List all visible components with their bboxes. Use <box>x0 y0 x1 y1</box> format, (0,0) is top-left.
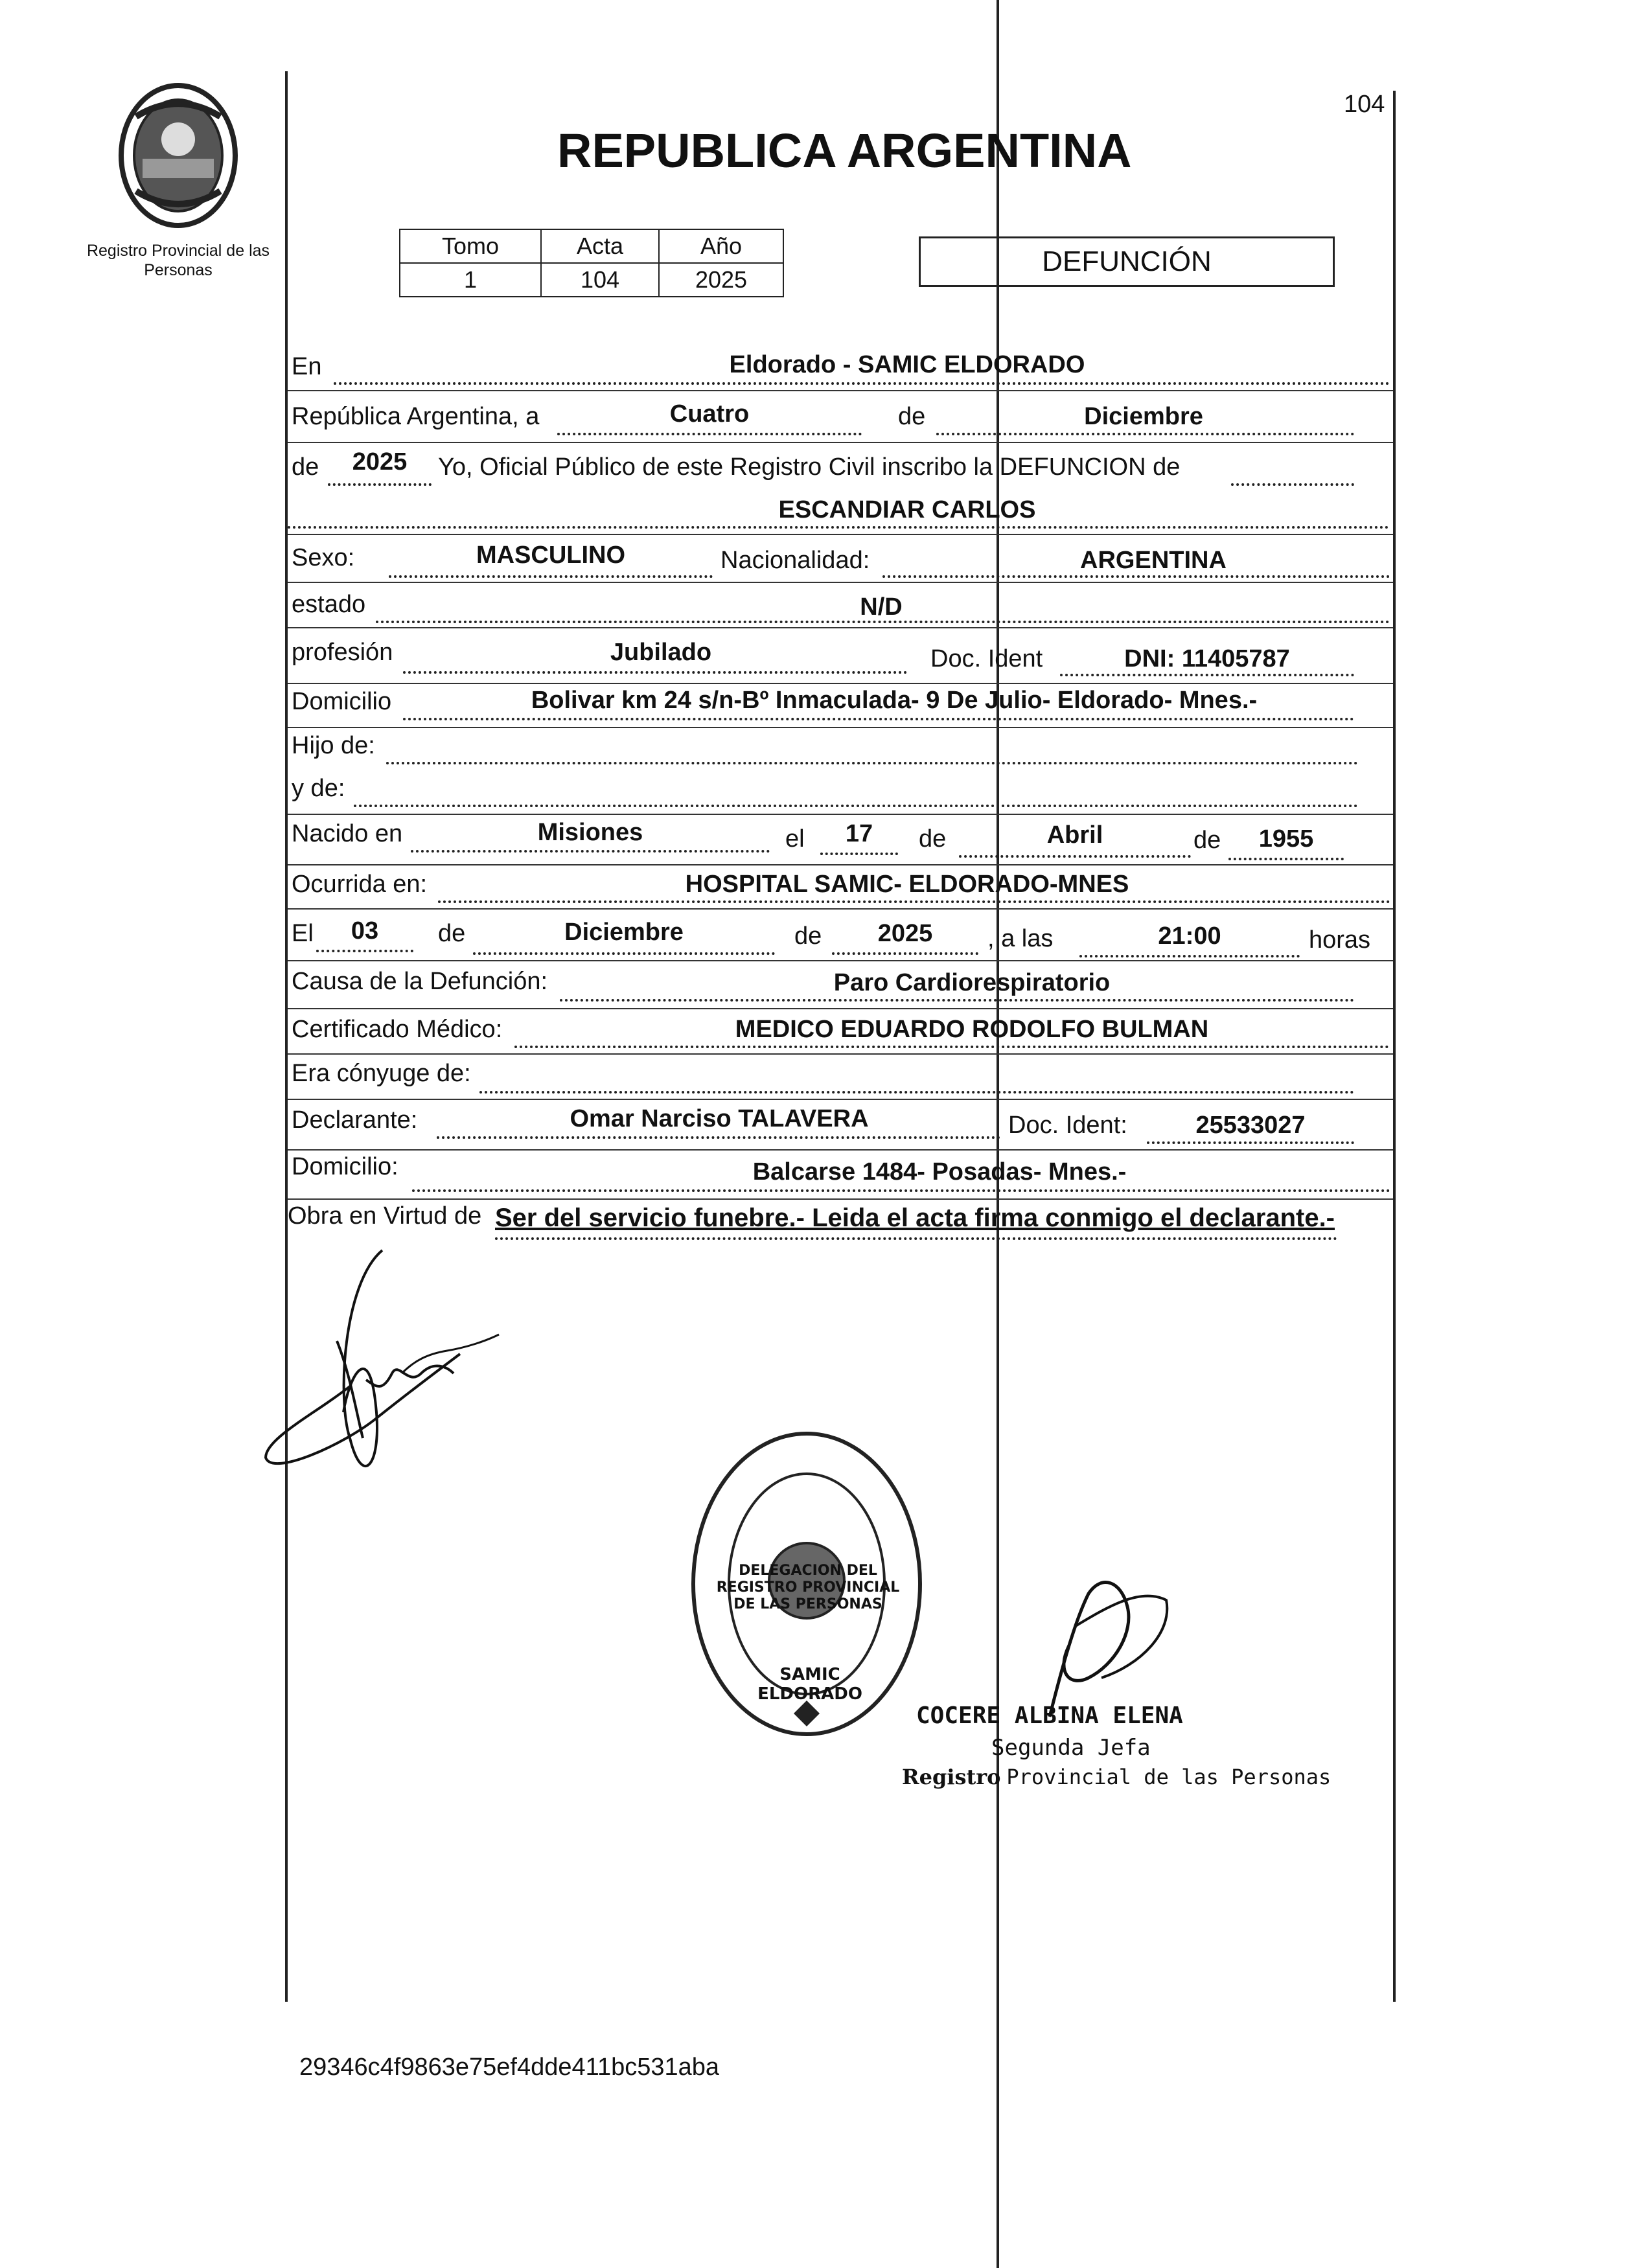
month-dots <box>936 433 1354 435</box>
row-divider <box>288 442 1393 443</box>
registry-name: Registro Provincial de las Personas <box>86 242 270 279</box>
row-divider <box>288 960 1393 961</box>
sexo-value: MASCULINO <box>476 542 626 569</box>
declarante-dots <box>437 1136 1000 1139</box>
estado-value: N/D <box>860 593 903 621</box>
profesion-value: Jubilado <box>610 639 712 666</box>
en-dots <box>334 382 1390 385</box>
republica-label: República Argentina, a <box>292 403 540 430</box>
nacido-value: Misiones <box>537 819 643 846</box>
nacionalidad-dots <box>882 575 1390 578</box>
declarant-signature <box>253 1244 525 1516</box>
year-value: 2025 <box>352 448 408 475</box>
official-title: Segunda Jefa <box>991 1735 1151 1761</box>
domicilio-value: Bolivar km 24 s/n-Bº Inmaculada- 9 De Julio- Eldorado- Mnes.- <box>531 687 1258 714</box>
stamp-text: DELEGACION DEL REGISTRO PROVINCIAL DE LAS PERSONAS <box>716 1563 900 1612</box>
sexo-dots <box>389 575 713 578</box>
death-year: 2025 <box>877 920 933 947</box>
official-office-rest: Provincial de las Personas <box>1006 1765 1331 1789</box>
row-divider <box>288 1198 1393 1200</box>
document-type-box <box>919 236 1335 287</box>
certificado-label: Certificado Médico: <box>292 1016 503 1043</box>
certificado-dots <box>514 1046 1389 1048</box>
el-label: el <box>785 825 805 853</box>
obra-value: Ser del servicio funebre.- Leida el acta firma conmigo el declarante.- <box>495 1204 1335 1232</box>
ocurrida-dots <box>438 900 1390 903</box>
province-logo <box>110 78 246 233</box>
row-divider <box>288 683 1393 684</box>
fold-line <box>997 0 999 2268</box>
conyuge-dots <box>479 1091 1354 1094</box>
decl-doc-dots <box>1147 1141 1354 1144</box>
row-divider <box>288 864 1393 865</box>
official-office <box>902 1765 1331 1789</box>
causa-label: Causa de la Defunción: <box>292 968 548 995</box>
death-month-dots <box>473 952 775 955</box>
row-divider <box>288 627 1393 628</box>
official-office-bold: Registro <box>902 1765 1001 1789</box>
day-dots <box>557 433 862 435</box>
birth-year: 1955 <box>1258 825 1314 853</box>
document-hash: 29346c4f9863e75ef4dde411bc531aba <box>299 2054 720 2081</box>
causa-dots <box>560 999 1354 1002</box>
inscribo-dots <box>1231 483 1354 486</box>
page-number: 104 <box>1344 91 1385 118</box>
decl-doc-value: 25533027 <box>1195 1112 1306 1139</box>
acta-value: 104 <box>541 263 659 297</box>
hijo-dots <box>386 762 1358 764</box>
nacionalidad-label: Nacionalidad: <box>720 547 870 574</box>
decl-domicilio-dots <box>412 1189 1390 1192</box>
y-de-dots <box>354 805 1358 807</box>
row-divider <box>288 1149 1393 1151</box>
name-dots <box>288 526 1389 529</box>
acta-header: Acta <box>541 229 659 263</box>
reference-table <box>399 229 784 297</box>
birth-month-dots <box>959 855 1191 858</box>
row-divider <box>288 390 1393 391</box>
birth-month: Abril <box>1046 821 1103 849</box>
official-name: COCERE ALBINA ELENA <box>916 1702 1183 1729</box>
sexo-label: Sexo: <box>292 544 355 571</box>
decl-doc-label: Doc. Ident: <box>1008 1112 1127 1139</box>
de-label-4: de <box>1193 827 1221 854</box>
year-dots <box>328 483 432 486</box>
nacido-dots <box>411 850 770 853</box>
death-day-dots <box>316 950 413 952</box>
obra-label: Obra en Virtud de <box>288 1202 482 1230</box>
ano-header: Año <box>659 229 783 263</box>
de-label-3: de <box>919 825 947 853</box>
domicilio-dots <box>403 718 1354 720</box>
profesion-dots <box>403 671 907 674</box>
nacido-label: Nacido en <box>292 820 403 847</box>
official-signature <box>1011 1568 1179 1723</box>
inscribo-text: Yo, Oficial Público de este Registro Civil inscribo la DEFUNCION de <box>438 453 1181 481</box>
horas-label: horas <box>1309 926 1371 954</box>
death-month: Diciembre <box>564 919 684 946</box>
death-month-written: Diciembre <box>1084 403 1203 430</box>
row-divider <box>288 1099 1393 1100</box>
deceased-name: ESCANDIAR CARLOS <box>778 496 1036 523</box>
birth-day: 17 <box>845 820 873 847</box>
doc-ident-label: Doc. Ident <box>930 645 1043 672</box>
right-margin-line <box>1393 91 1396 2002</box>
hijo-label: Hijo de: <box>292 732 375 759</box>
tomo-value: 1 <box>400 263 541 297</box>
row-divider <box>288 814 1393 815</box>
profesion-label: profesión <box>292 639 393 666</box>
domicilio-label: Domicilio <box>292 688 392 715</box>
birth-year-dots <box>1228 858 1344 860</box>
decl-domicilio-value: Balcarse 1484- Posadas- Mnes.- <box>752 1158 1127 1186</box>
declarante-value: Omar Narciso TALAVERA <box>570 1105 869 1132</box>
doc-ident-value: DNI: 11405787 <box>1124 645 1290 672</box>
time-dots <box>1079 955 1300 957</box>
de-label-6: de <box>794 922 822 950</box>
row-divider <box>288 582 1393 583</box>
y-de-label: y de: <box>292 775 345 802</box>
death-year-dots <box>832 952 978 955</box>
a-las-label: , a las <box>987 925 1054 952</box>
left-margin-line <box>285 71 288 2002</box>
row-divider <box>288 1053 1393 1055</box>
causa-value: Paro Cardiorespiratorio <box>833 969 1111 996</box>
row-divider <box>288 908 1393 910</box>
estado-label: estado <box>292 591 366 618</box>
birth-day-dots <box>820 853 898 855</box>
en-value: Eldorado - SAMIC ELDORADO <box>729 351 1085 378</box>
row-divider <box>288 727 1393 728</box>
declarante-label: Declarante: <box>292 1106 418 1134</box>
nacionalidad-value: ARGENTINA <box>1080 547 1227 574</box>
obra-dots <box>495 1237 1337 1240</box>
death-day: 03 <box>351 917 379 945</box>
page-title: REPUBLICA ARGENTINA <box>557 124 1132 178</box>
conyuge-label: Era cónyuge de: <box>292 1060 471 1087</box>
ano-value: 2025 <box>659 263 783 297</box>
tomo-header: Tomo <box>400 229 541 263</box>
doc-ident-dots <box>1060 674 1354 676</box>
de-label-5: de <box>438 920 466 947</box>
de-label: de <box>898 403 926 430</box>
de-label-2: de <box>292 453 319 481</box>
death-time: 21:00 <box>1158 922 1221 950</box>
row-divider <box>288 1008 1393 1009</box>
certificado-value: MEDICO EDUARDO RODOLFO BULMAN <box>735 1016 1209 1043</box>
decl-domicilio-label: Domicilio: <box>292 1153 398 1180</box>
document-type: DEFUNCIÓN <box>1042 246 1212 277</box>
ocurrida-label: Ocurrida en: <box>292 871 428 898</box>
en-label: En <box>292 353 322 380</box>
el2-label: El <box>292 920 314 947</box>
row-divider <box>288 534 1393 535</box>
stamp-inner-text: SAMIC ELDORADO <box>757 1665 862 1704</box>
death-day-written: Cuatro <box>669 400 750 428</box>
ocurrida-value: HOSPITAL SAMIC- ELDORADO-MNES <box>685 871 1129 898</box>
